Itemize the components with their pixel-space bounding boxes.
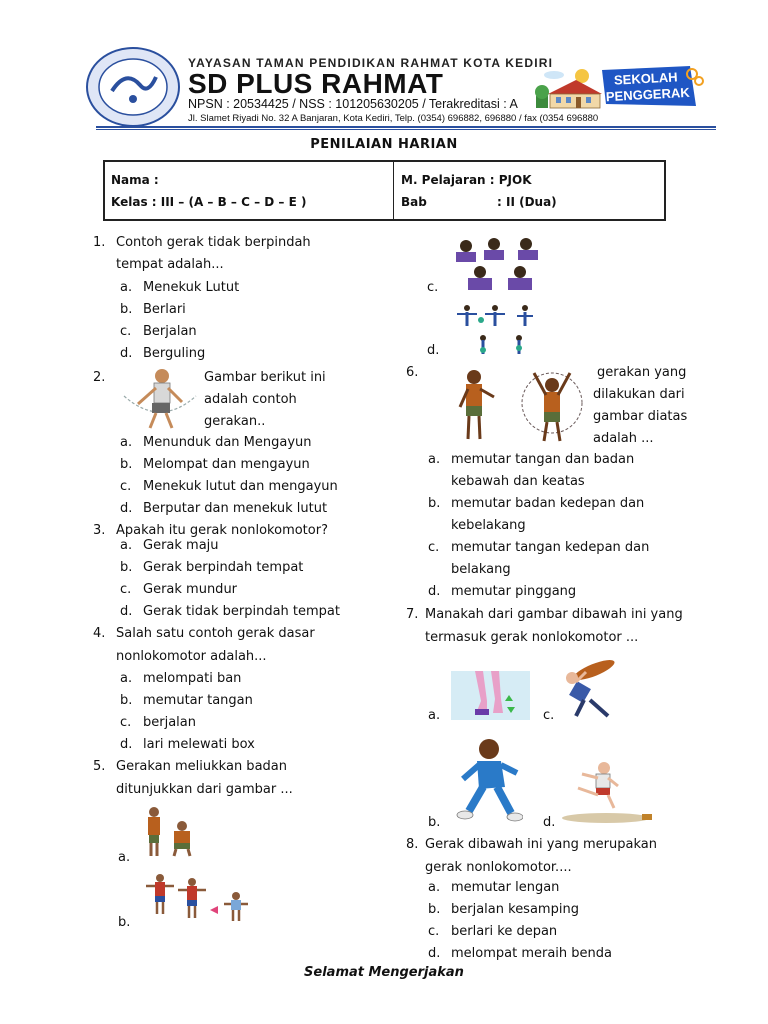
option-c[interactable]: berjalan [143,715,196,730]
option-b[interactable]: berjalan kesamping [451,902,579,917]
question-text: Contoh gerak tidak berpindah [116,235,311,250]
bab-value: : II (Dua) [497,195,557,209]
school-address: Jl. Slamet Riyadi No. 32 A Banjaran, Kota Kediri, Telp. (0354) 696882, 696880 / fax (0354 696880 [188,113,599,124]
option-letter: d. [120,501,133,516]
option-a-cont: kebawah dan keatas [451,474,585,489]
nama-field: Nama : [111,173,159,187]
option-d[interactable]: Berguling [143,346,206,361]
option-d[interactable]: Gerak tidak berpindah tempat [143,604,340,619]
option-letter: c. [120,324,132,339]
question-text: gerakan yang [597,365,687,380]
option-a[interactable]: a. [118,850,131,865]
option-letter: b. [428,902,441,917]
question-text: Salah satu contoh gerak dasar [116,626,315,641]
option-d[interactable]: Berputar dan menekuk lutut [143,501,328,516]
option-c-cont: belakang [451,562,511,577]
question-number: 3. [93,523,106,538]
option-b[interactable]: memutar tangan [143,693,253,708]
kelas-field: Kelas : III – (A – B – C – D – E ) [111,195,307,209]
question-number: 6. [406,365,419,380]
sekolah-penggerak-badge [598,66,704,108]
option-letter: b. [120,302,133,317]
option-b[interactable]: Gerak berpindah tempat [143,560,304,575]
foundation-name: YAYASAN TAMAN PENDIDIKAN RAHMAT KOTA KEDIRI [188,56,554,70]
option-letter: a. [120,280,133,295]
question-text: tempat adalah... [116,257,224,272]
info-divider [393,162,394,219]
option-b-cont: kebelakang [451,518,526,533]
option-letter: b. [120,457,133,472]
option-c[interactable]: c. [543,708,555,723]
school-logo [86,47,180,127]
option-letter: a. [428,452,441,467]
option-a[interactable]: Gerak maju [143,538,219,553]
throwing-figure [556,660,618,718]
question-text: Gerakan meliukkan badan [116,759,287,774]
option-a[interactable]: memutar tangan dan badan [451,452,635,467]
bending-figure [140,806,200,858]
option-letter: d. [120,737,133,752]
question-text: termasuk gerak nonlokomotor ... [425,630,639,645]
bab-label: Bab [401,195,427,209]
arm-move-figure [455,302,545,358]
option-letter: a. [120,435,133,450]
option-c[interactable]: memutar tangan kedepan dan [451,540,650,555]
option-letter: c. [120,715,132,730]
option-b[interactable]: b. [118,915,131,930]
option-b[interactable]: Berlari [143,302,186,317]
question-text: gerak nonlokomotor.... [425,860,572,875]
option-letter: c. [428,924,440,939]
option-c[interactable]: Berjalan [143,324,197,339]
question-text: Apakah itu gerak nonlokomotor? [116,523,328,538]
option-c[interactable]: Menekuk lutut dan mengayun [143,479,338,494]
student-info-table [103,160,666,221]
question-number: 2. [93,370,106,385]
question-number: 1. [93,235,106,250]
school-ids: NPSN : 20534425 / NSS : 101205630205 / Terakreditasi : A [188,97,518,111]
question-text: dilakukan dari [593,387,685,402]
footer-greeting: Selamat Mengerjakan [304,965,464,980]
option-b[interactable]: memutar badan kedepan dan [451,496,645,511]
option-letter: a. [428,880,441,895]
head-bending-figure [454,236,544,292]
option-letter: b. [120,693,133,708]
option-d[interactable]: melompat meraih benda [451,946,613,961]
question-number: 8. [406,837,419,852]
option-a[interactable]: melompati ban [143,671,242,686]
squat-swing-figure [120,366,200,432]
question-text: Gambar berikut ini [204,370,326,385]
option-letter: d. [428,584,441,599]
option-letter: d. [120,604,133,619]
question-text: Manakah dari gambar dibawah ini yang [425,607,683,622]
page-title: PENILAIAN HARIAN [310,137,458,152]
mapel-field: M. Pelajaran : PJOK [401,173,532,187]
feet-stepping-figure [451,671,530,720]
option-b[interactable]: Melompat dan mengayun [143,457,310,472]
option-letter: b. [428,496,441,511]
option-a[interactable]: memutar lengan [451,880,560,895]
option-letter: c. [120,479,132,494]
question-number: 7. [406,607,419,622]
question-text: nonlokomotor adalah... [116,649,267,664]
question-text: ditunjukkan dari gambar ... [116,782,293,797]
badge-line1: SEKOLAH [613,69,678,88]
option-a[interactable]: Menekuk Lutut [143,280,240,295]
option-a[interactable]: a. [428,708,441,723]
question-text: gerakan.. [204,414,266,429]
question-number: 4. [93,626,106,641]
long-jump-figure [560,758,656,826]
question-text: gambar diatas [593,409,688,424]
option-b[interactable]: b. [428,815,441,830]
option-d[interactable]: d. [427,343,440,358]
header-rule [96,126,716,128]
option-c[interactable]: c. [427,280,439,295]
running-boy-figure [451,737,523,823]
option-letter: a. [120,538,133,553]
option-d[interactable]: d. [543,815,556,830]
option-letter: d. [120,346,133,361]
question-text: adalah ... [593,431,654,446]
option-letter: a. [120,671,133,686]
question-text: Gerak dibawah ini yang merupakan [425,837,657,852]
option-c[interactable]: Gerak mundur [143,582,238,597]
question-text: adalah contoh [204,392,297,407]
option-letter: c. [120,582,132,597]
option-d[interactable]: lari melewati box [143,737,255,752]
option-a[interactable]: Menunduk dan Mengayun [143,435,312,450]
badge-line2: PENGGERAK [605,84,690,105]
option-letter: c. [428,540,440,555]
option-d[interactable]: memutar pinggang [451,584,577,599]
school-building-icon [532,66,604,110]
header-rule-thin [96,129,716,130]
arm-circle-figure [454,363,590,445]
option-c[interactable]: berlari ke depan [451,924,558,939]
option-letter: d. [428,946,441,961]
question-number: 5. [93,759,106,774]
option-letter: b. [120,560,133,575]
arm-stretch-figure [140,872,252,922]
school-name: SD PLUS RAHMAT [188,68,444,99]
